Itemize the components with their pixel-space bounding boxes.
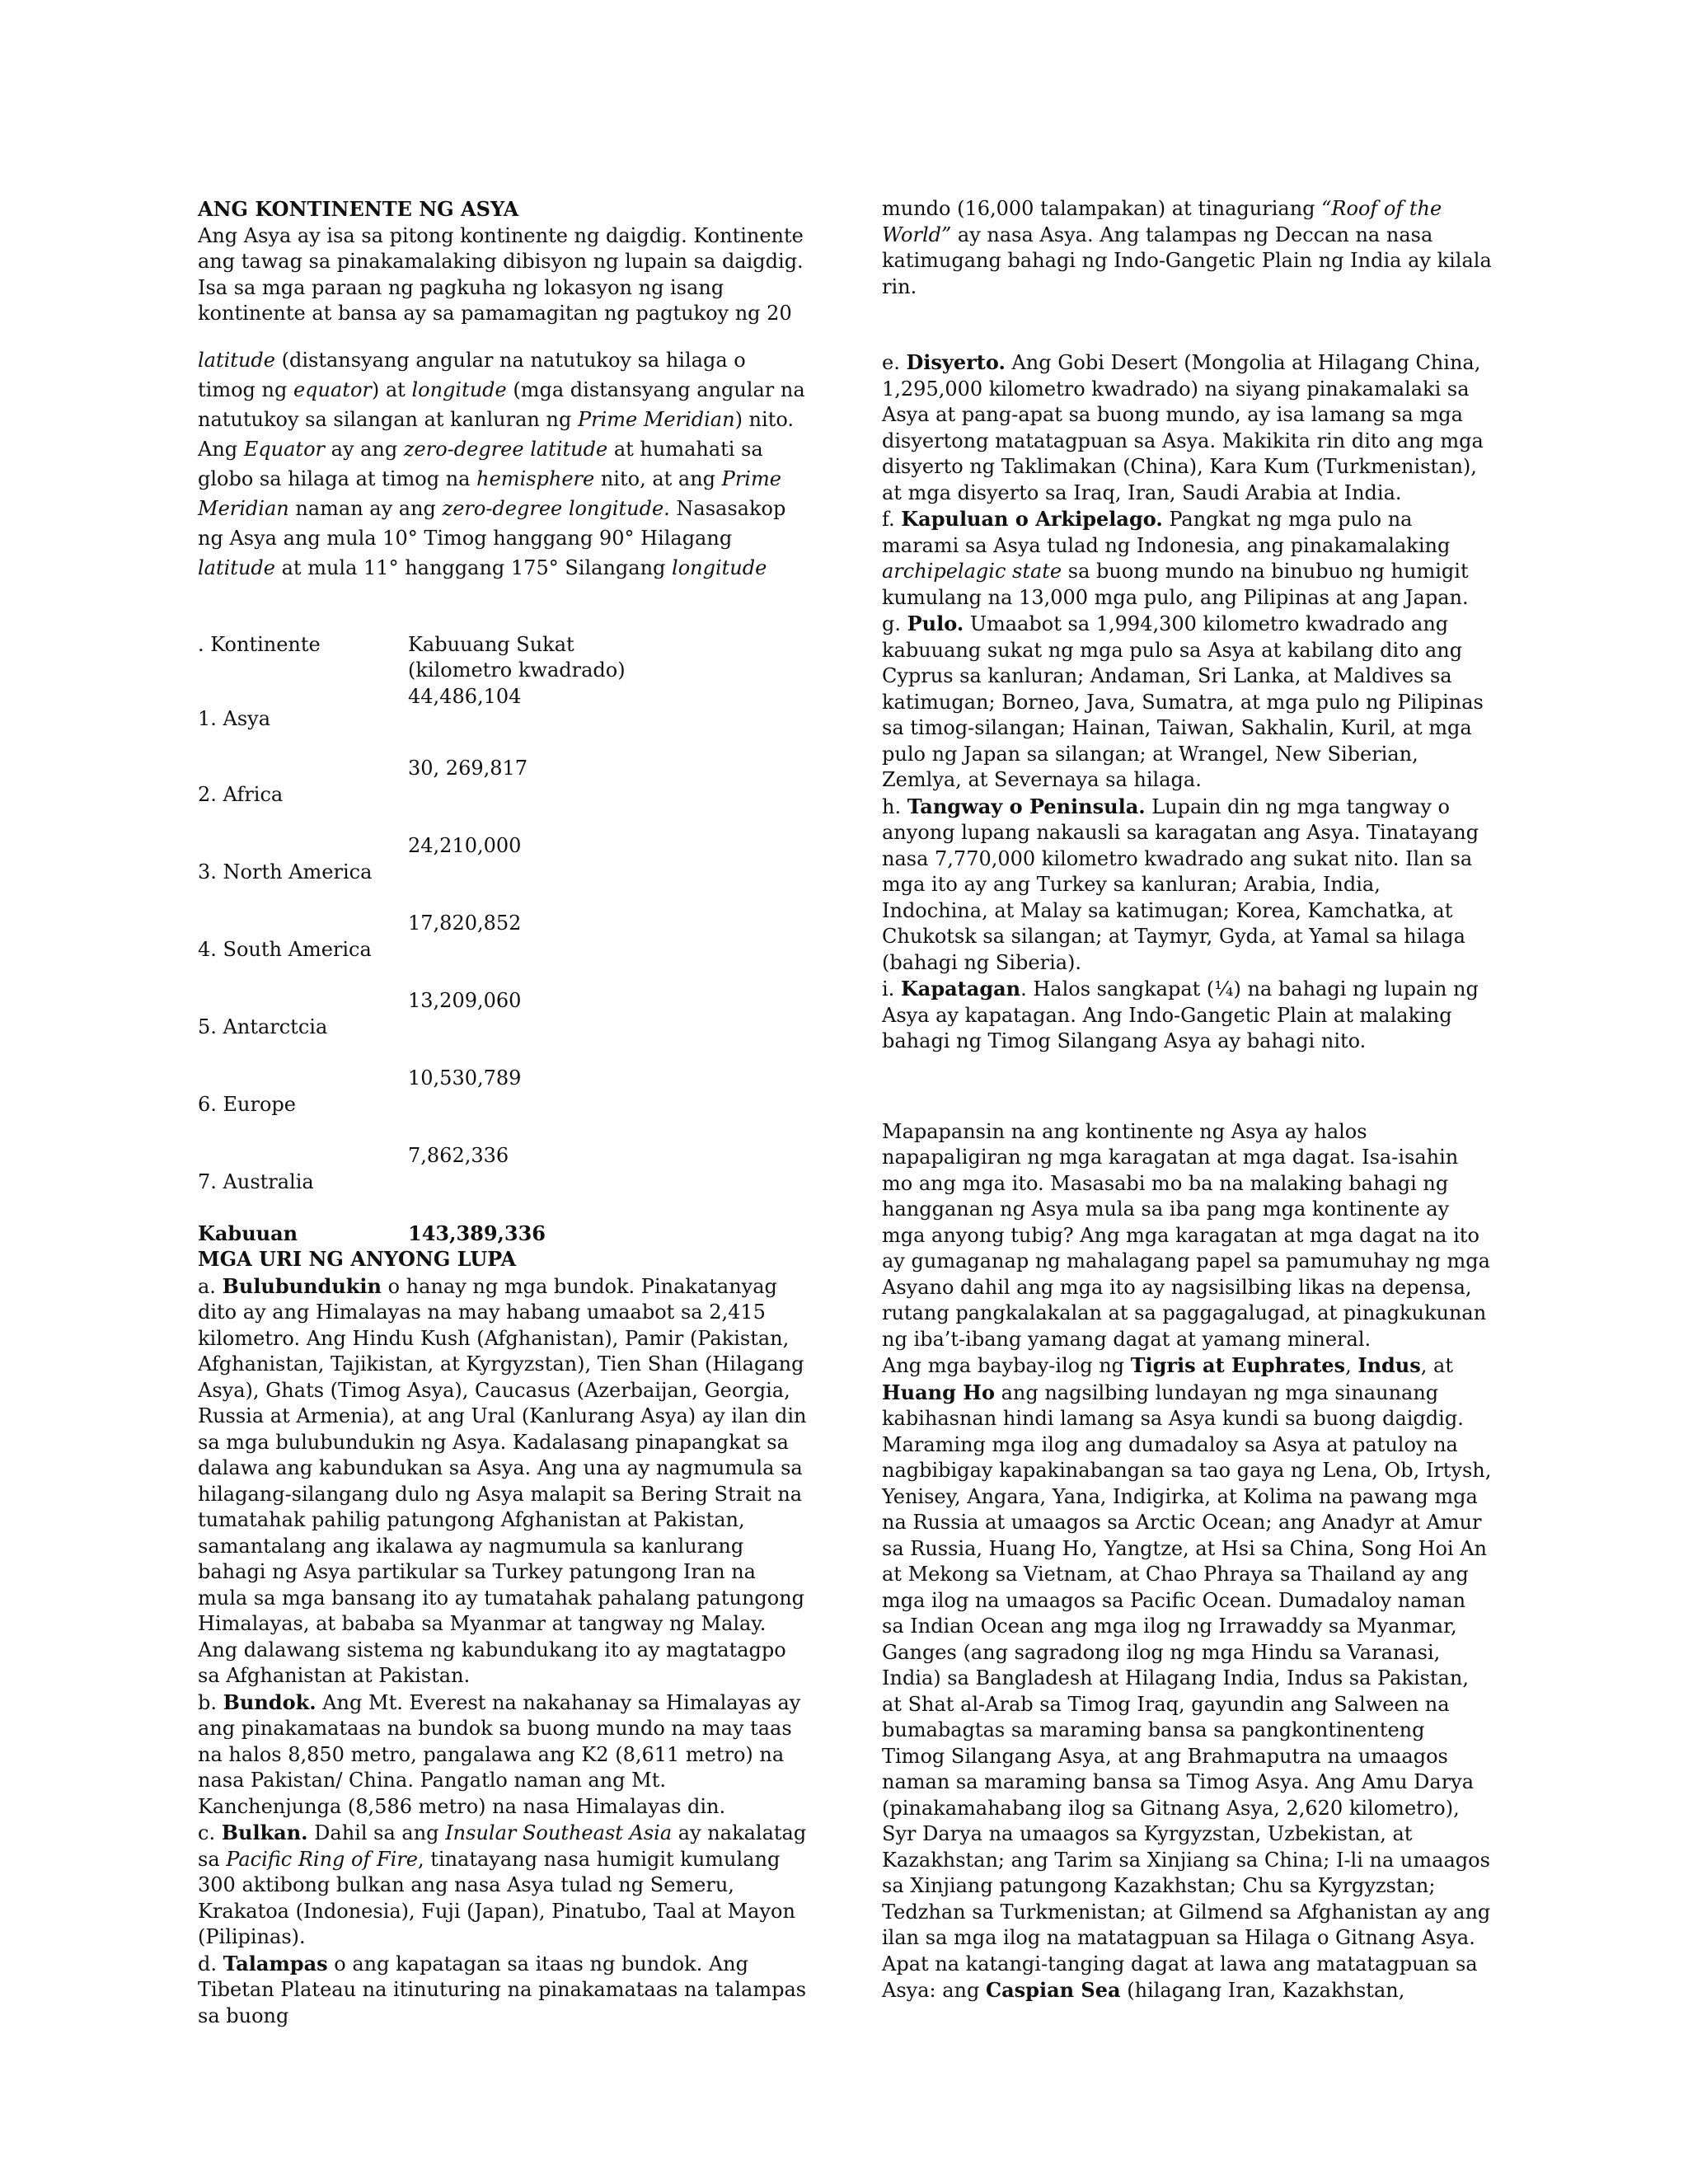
- item-g: g. Pulo. Umaabot sa 1,994,300 kilometro kwadrado ang kabuuang sukat ng mga pulo sa Asya at kabilang dito ang Cyprus sa kanluran; Andaman, Sri Lanka, at Maldives sa katimugan; Borneo, Java, Sumatra, at mga pulo ng Pilipinas sa timog-silangan; Hainan, Taiwan, Sakhalin, Kuril, at mga pulo ng Japan sa silangan; at Wrangel, New Siberian, Zemlya, at Severnaya sa hilaga.: [882, 612, 1484, 791]
- table-cell-value: 10,530,789: [408, 1066, 522, 1090]
- table-row: [198, 823, 808, 901]
- seas-paragraph: Apat na katangi-tanging dagat at lawa ang matatagpuan sa Asya: ang Caspian Sea (hilagang Iran, Kazakhstan,: [882, 1952, 1478, 2002]
- table-cell-name: 5. Antarctcia: [198, 1015, 328, 1038]
- doc-title: ANG KONTINENTE NG ASYA: [198, 197, 519, 221]
- item-a: a. Bulubundukin o hanay ng mga bundok. Pinakatanyag dito ay ang Himalayas na may habang umaabot sa 2,415 kilometro. Ang Hindu Kush (Afghanistan), Pamir (Pakistan, Afghanistan, Tajikistan, at Kyrgyzstan), Tien Shan (Hilagang Asya), Ghats (Timog Asya), Caucasus (Azerbaijan, Georgia, Russia at Armenia), at ang Ural (Kanlurang Asya) ay ilan din sa mga bulubundukin ng Asya. Kadalasang pinapangkat sa dalawa ang kabundukan sa Asya. Ang una ay nagmumula sa hilagang-silangang dulo ng Asya malapit sa Bering Strait na tumatahak pahilig patungong Afghanistan at Pakistan, samantalang ang ikalawa ay nagmumula sa kanlurang bahagi ng Asya partikular sa Turkey patungong Iran na mula sa mga bansang ito ay tumatahak pahalang patungong Himalayas, at bababa sa Myanmar at tangway ng Malay. Ang dalawang sistema ng kabundukang ito ay magtatagpo sa Afghanistan at Pakistan.: [198, 1273, 807, 1687]
- total-label: Kabuuan: [198, 1221, 298, 1245]
- item-b: b. Bundok. Ang Mt. Everest na nakahanay sa Himalayas ay ang pinakamataas na bundok sa buong mundo na may taas na halos 8,850 metro, pangalawa ang K2 (8,611 metro) na nasa Pakistan/ China. Pangatlo naman ang Mt. Kanchenjunga (8,586 metro) na nasa Himalayas din.: [198, 1690, 801, 1818]
- continent-area-table: [198, 632, 808, 1247]
- rivers-paragraph: Ang mga baybay-ilog ng Tigris at Euphrates, Indus, at Huang Ho ang nagsilbing lundayan ng mga sinaunang kabihasnan hindi lamang sa Asya kundi sa buong daigdig. Maraming mga ilog ang dumadaloy sa Asya at patuloy na nagbibigay kapakinabangan sa tao gaya ng Lena, Ob, Irtysh, Yenisey, Angara, Yana, Indigirka, at Kolima na pawang mga na Russia at umaagos sa Arctic Ocean; ang Anadyr at Amur sa Russia, Huang Ho, Yangtze, at Hsi sa China, Song Hoi An at Mekong sa Vietnam, at Chao Phraya sa Thailand ay ang mga ilog na umaagos sa Pacific Ocean. Dumadaloy naman sa Indian Ocean ang mga ilog ng Irrawaddy sa Myanmar, Ganges (ang sagradong ilog ng mga Hindu sa Varanasi, India) sa Bangladesh at Hilagang India, Indus sa Pakistan, at Shat al-Arab sa Timog Iraq, gayundin ang Salween na bumabagtas sa maraming bansa sa pangkontinenteng Timog Silangang Asya, at ang Brahmaputra na umaagos naman sa maraming bansa sa Timog Asya. Ang Amu Darya (pinakamahabang ilog sa Gitnang Asya, 2,620 kilometro), Syr Darya na umaagos sa Kyrgyzstan, Uzbekistan, at Kazakhstan; ang Tarim sa Xinjiang sa China; I-li na umaagos sa Xinjiang patungong Kazakhstan; Chu sa Kyrgyzstan; Tedzhan sa Turkmenistan; at Gilmend sa Afghanistan ay ang ilan sa mga ilog na matatagpuan sa Hilaga o Gitnang Asya.: [882, 1353, 1492, 1949]
- waters-paragraph: Mapapansin na ang kontinente ng Asya ay halos napapaligiran ng mga karagatan at mga dagat. Isa-isahin mo ang mga ito. Masasabi mo ba na malaking bahagi ng hangganan ng Asya mula sa iba pang mga kontinente ay mga anyong tubig? Ang mga karagatan at mga dagat na ito ay gumaganap ng mahalagang papel sa pamumuhay ng mga Asyano dahil ang mga ito ay nagsisilbing likas na depensa, rutang pangkalakalan at sa paggagalugad, at pinagkukunan ng iba’t-ibang yamang dagat at yamang mineral.: [882, 1119, 1490, 1351]
- table-cell-name: 1. Asya: [198, 706, 271, 730]
- right-column: [882, 196, 1492, 2004]
- left-column: [198, 196, 808, 2029]
- table-row: [198, 746, 808, 823]
- header-continent: . Kontinente: [198, 632, 321, 656]
- table-row: [198, 978, 808, 1056]
- table-cell-value: 17,820,852: [408, 911, 522, 935]
- table-cell-value: 24,210,000: [408, 833, 522, 857]
- table-cell-name: 6. Europe: [198, 1092, 296, 1116]
- table-cell-name: 2. Africa: [198, 782, 284, 806]
- table-cell-value: 30, 269,817: [408, 756, 528, 780]
- total-value: 143,389,336: [408, 1221, 546, 1245]
- table-row: [198, 1133, 808, 1211]
- table-cell-name: 3. North America: [198, 860, 373, 883]
- table-row: [198, 706, 808, 746]
- plateau-continuation: mundo (16,000 talampakan) at tinaguriang “Roof of the World” ay nasa Asya. Ang talampas ng Deccan na nasa katimugang bahagi ng Indo-Gangetic Plain ng India ay kilala rin.: [882, 197, 1492, 298]
- latitude-paragraph: latitude (distansyang angular na natutukoy sa hilaga o timog ng equator) at longitude (mga distansyang angular na natutukoy sa silangan at kanluran ng Prime Meridian) nito. Ang Equator ay ang zero-degree latitude at humahati sa globo sa hilaga at timog na hemisphere nito, at ang Prime Meridian naman ay ang zero-degree longitude. Nasasakop ng Asya ang mula 10° Timog hanggang 90° Hilagang latitude at mula 11° hanggang 175° Silangang longitude: [198, 348, 805, 579]
- table-row: [198, 901, 808, 978]
- table-cell-value: 13,209,060: [408, 988, 522, 1012]
- table-total-row: [198, 1221, 808, 1247]
- item-c: c. Bulkan. Dahil sa ang Insular Southeast Asia ay nakalatag sa Pacific Ring of Fire, tinatayang nasa humigit kumulang 300 aktibong bulkan ang nasa Asya tulad ng Semeru, Krakatoa (Indonesia), Fuji (Japan), Pinatubo, Taal at Mayon (Pilipinas).: [198, 1821, 807, 1948]
- intro-paragraph: Ang Asya ay isa sa pitong kontinente ng daigdig. Kontinente ang tawag sa pinakamalaking dibisyon ng lupain sa daigdig. Isa sa mga paraan ng pagkuha ng lokasyon ng isang kontinente at bansa ay sa pamamagitan ng pagtukoy ng 20: [198, 223, 804, 325]
- table-row: [198, 1056, 808, 1133]
- item-d: d. Talampas o ang kapatagan sa itaas ng bundok. Ang Tibetan Plateau na itinuturing na pinakamataas na talampas sa buong: [198, 1951, 807, 2027]
- table-cell-value: 44,486,104: [408, 684, 522, 708]
- header-area: Kabuuang Sukat (kilometro kwadrado): [408, 632, 626, 682]
- table-cell-value: 7,862,336: [408, 1143, 509, 1167]
- table-cell-name: 4. South America: [198, 937, 372, 961]
- item-f: f. Kapuluan o Arkipelago. Pangkat ng mga pulo na marami sa Asya tulad ng Indonesia, ang pinakamalaking archipelagic state sa buong mundo na binubuo ng humigit kumulang na 13,000 mga pulo, ang Pilipinas at ang Japan.: [882, 507, 1469, 609]
- item-e: e. Disyerto. Ang Gobi Desert (Mongolia at Hilagang China, 1,295,000 kilometro kwadrado) na siyang pinakamalaki sa Asya at pang-apat sa buong mundo, ay isa lamang sa mga disyertong matatagpuan sa Asya. Makikita rin dito ang mga disyerto ng Taklimakan (China), Kara Kum (Turkmenistan), at mga disyerto sa Iraq, Iran, Saudi Arabia at India.: [882, 350, 1484, 504]
- section-title: MGA URI NG ANYONG LUPA: [198, 1247, 517, 1271]
- table-cell-name: 7. Australia: [198, 1169, 314, 1193]
- table-header: [198, 632, 808, 721]
- item-i: i. Kapatagan. Halos sangkapat (¼) na bahagi ng lupain ng Asya ay kapatagan. Ang Indo-Gangetic Plain at malaking bahagi ng Timog Silangang Asya ay bahagi nito.: [882, 977, 1479, 1052]
- item-h: h. Tangway o Peninsula. Lupain din ng mga tangway o anyong lupang nakausli sa karagatan ang Asya. Tinatayang nasa 7,770,000 kilometro kwadrado ang sukat nito. Ilan sa mga ito ay ang Turkey sa kanluran; Arabia, India, Indochina, at Malay sa katimugan; Korea, Kamchatka, at Chukotsk sa silangan; at Taymyr, Gyda, at Yamal sa hilaga (bahagi ng Siberia).: [882, 794, 1479, 974]
